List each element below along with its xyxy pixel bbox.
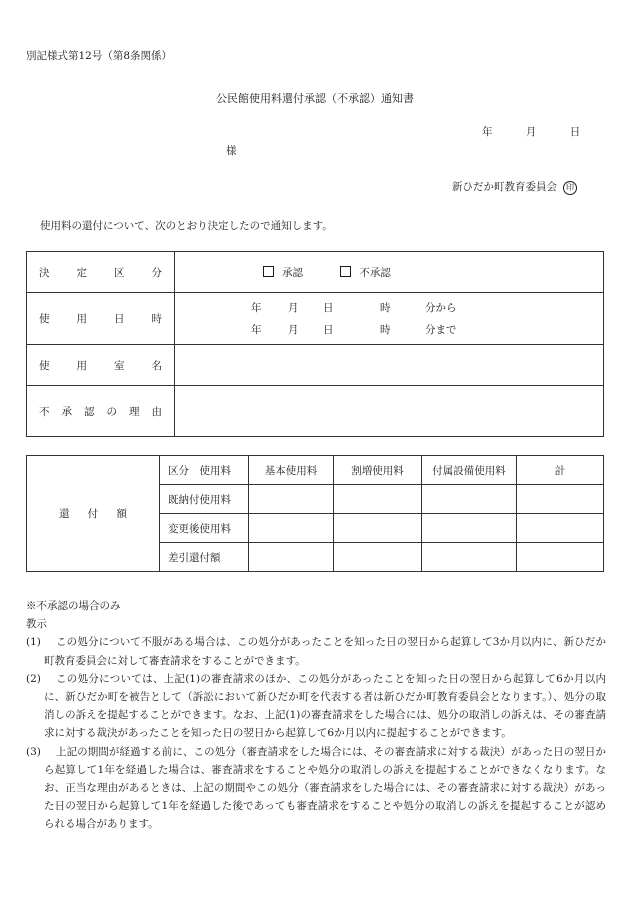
refund-corner-header: 区分 使用料: [160, 456, 249, 485]
note-item: (2) この処分については、上記(1)の審査請求のほか、この処分があったことを知った日の翌日から起算して6か月以内に、新ひだか町を被告として（訴訟において新ひだか町を代表する者は新ひだか町教育委員会となります。）、処分の取消しの訴えを提起することができます。なお、上記(1)の審査請求をした場合には、処分の取消しの訴えは、その審査請求に対する裁決があったことを知った日の翌日から起算して6か月以内に提起することができます。: [26, 672, 606, 740]
approve-checkbox[interactable]: [263, 266, 274, 277]
cell-input[interactable]: [334, 514, 422, 543]
note-item: (1) この処分について不服がある場合は、この処分があったことを知った日の翌日から起算して3か月以内に、新ひだか町教育委員会に対して審査請求をすることができます。: [26, 636, 606, 667]
room-label: 使 用 室 名: [27, 345, 175, 386]
cell-input[interactable]: [249, 514, 334, 543]
decision-label: 決 定 区 分: [27, 252, 175, 293]
document-title: 公民館使用料還付承認（不承認）通知書: [216, 92, 414, 105]
intro-text: 使用料の還付について、次のとおり決定したので通知します。: [40, 220, 333, 232]
approve-option[interactable]: 承認: [263, 267, 303, 279]
date-year: 年: [482, 126, 493, 138]
cell-input[interactable]: [422, 485, 517, 514]
reason-field[interactable]: [175, 386, 604, 437]
reason-label: 不 承 認 の 理 由: [27, 386, 175, 437]
refund-row-header: 還 付 額: [27, 456, 160, 572]
rejection-only-note: ※不承認の場合のみ: [26, 600, 121, 612]
addressee-suffix: 様: [226, 145, 237, 157]
cell-input[interactable]: [334, 485, 422, 514]
cell-input[interactable]: [422, 543, 517, 572]
date-line: [482, 124, 580, 139]
cell-input[interactable]: [249, 543, 334, 572]
row-paid-fee: 既納付使用料: [160, 485, 249, 514]
col-basic-fee: 基本使用料: [249, 456, 334, 485]
instruction-notes: [26, 597, 606, 834]
col-total: 計: [517, 456, 604, 485]
date-day: 日: [569, 126, 581, 138]
issuer-name: 新ひだか町教育委員会: [452, 181, 557, 193]
cell-input[interactable]: [517, 514, 604, 543]
col-surcharge: 割増使用料: [334, 456, 422, 485]
reject-option[interactable]: 不承認: [340, 267, 391, 279]
issuer-line: [452, 179, 577, 195]
row-changed-fee: 変更後使用料: [160, 514, 249, 543]
date-month: 月: [525, 126, 537, 138]
note-item: (3) 上記の期間が経過する前に、この処分（審査請求をした場合には、その審査請求に対する裁決）があった日の翌日から起算して1年を経過した場合は、審査請求をすることや処分の取消しの訴えを提起することができなくなります。なお、正当な理由があるときは、上記の期間やこの処分（審査請求をした場合には、その審査請求に対する裁決）があった日の翌日から起算して1年を経過した後であっても審査請求をすることや処分の取消しの訴えを提起することが認められる場合があります。: [26, 745, 606, 831]
form-number: 別記様式第12号（第8条関係）: [26, 50, 173, 62]
cell-input[interactable]: [249, 485, 334, 514]
seal-mark: 印: [563, 181, 577, 195]
room-field[interactable]: [175, 345, 604, 386]
col-equipment-fee: 付属設備使用料: [422, 456, 517, 485]
usage-date-label: 使 用 日 時: [27, 293, 175, 345]
notes-heading: 教示: [26, 618, 47, 631]
cell-input[interactable]: [334, 543, 422, 572]
refund-table: [26, 455, 604, 572]
decision-options: [175, 252, 604, 293]
usage-date-fields[interactable]: 年 月 日 時 分から 年 月 日 時 分まで: [175, 293, 604, 345]
decision-table: [26, 251, 604, 437]
cell-input[interactable]: [517, 485, 604, 514]
cell-input[interactable]: [422, 514, 517, 543]
reject-checkbox[interactable]: [340, 266, 351, 277]
cell-input[interactable]: [517, 543, 604, 572]
row-refund-amount: 差引還付額: [160, 543, 249, 572]
